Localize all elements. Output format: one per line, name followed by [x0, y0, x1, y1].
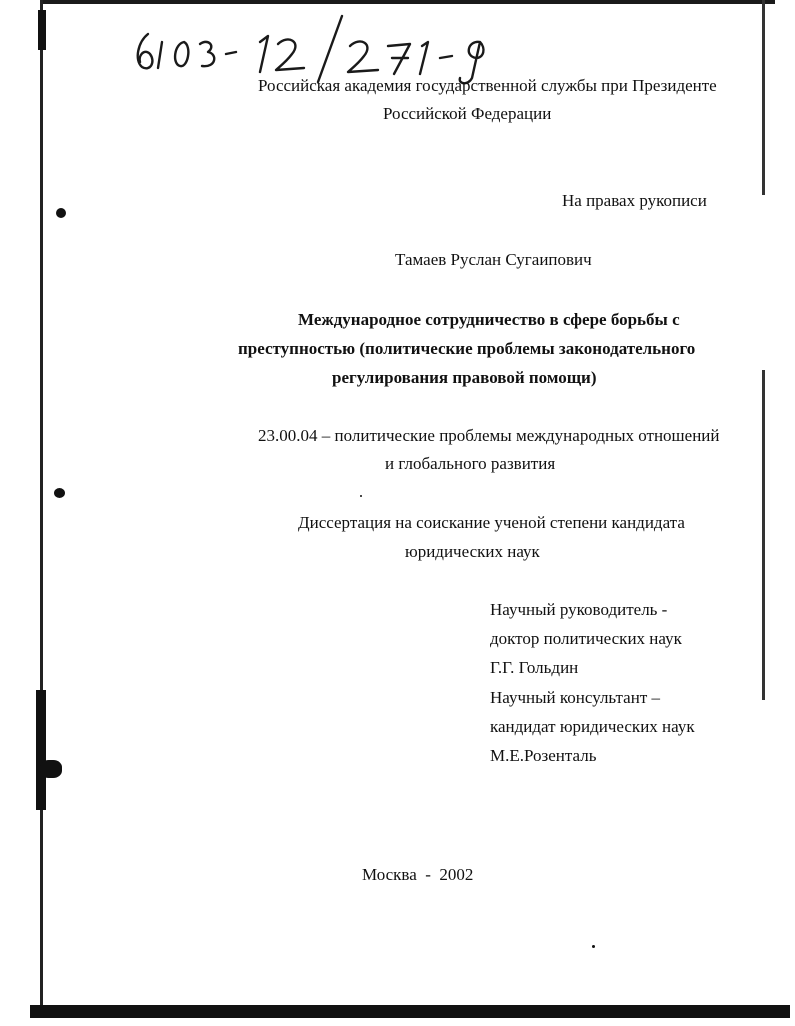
- degree-line-2: юридических наук: [405, 542, 540, 561]
- scan-edge-top: [40, 0, 775, 4]
- scan-edge-right: [762, 370, 765, 700]
- scan-speck: [360, 495, 362, 497]
- advisor-line-2: доктор политических наук: [490, 629, 682, 648]
- advisor-line-3: Г.Г. Гольдин: [490, 658, 579, 677]
- scan-speck: [56, 208, 66, 218]
- rights-note: На правах рукописи: [562, 191, 707, 210]
- advisor-line-1: Научный руководитель -: [490, 600, 668, 619]
- institution-line-1: Российская академия государственной службы при Президенте: [258, 76, 717, 95]
- scan-speck: [592, 945, 595, 948]
- degree-line-1: Диссертация на соискание ученой степени кандидата: [298, 513, 685, 532]
- scan-blot: [38, 10, 46, 50]
- scan-blot: [40, 760, 62, 778]
- scan-blot: [36, 690, 46, 810]
- institution-line-2: Российской Федерации: [383, 104, 552, 123]
- specialty-line-2: и глобального развития: [385, 454, 556, 473]
- city-year: Москва - 2002: [362, 865, 474, 884]
- scan-speck: [54, 488, 65, 498]
- author-name: Тамаев Руслан Сугаипович: [395, 250, 592, 269]
- advisor-line-5: кандидат юридических наук: [490, 717, 695, 736]
- title-line-1: Международное сотрудничество в сфере борьбы с: [298, 310, 680, 329]
- title-line-2: преступностью (политические проблемы законодательного: [238, 339, 696, 358]
- scan-edge-bottom: [30, 1005, 790, 1018]
- advisor-line-4: Научный консультант –: [490, 688, 660, 707]
- scan-edge-right: [762, 0, 765, 195]
- advisor-line-6: М.Е.Розенталь: [490, 746, 597, 765]
- handwritten-code-text: 6103-12/271-9: [128, 12, 134, 13]
- scan-edge-left: [40, 0, 43, 1010]
- title-line-3: регулирования правовой помощи): [332, 368, 597, 387]
- specialty-line-1: 23.00.04 – политические проблемы международных отношений: [258, 426, 720, 445]
